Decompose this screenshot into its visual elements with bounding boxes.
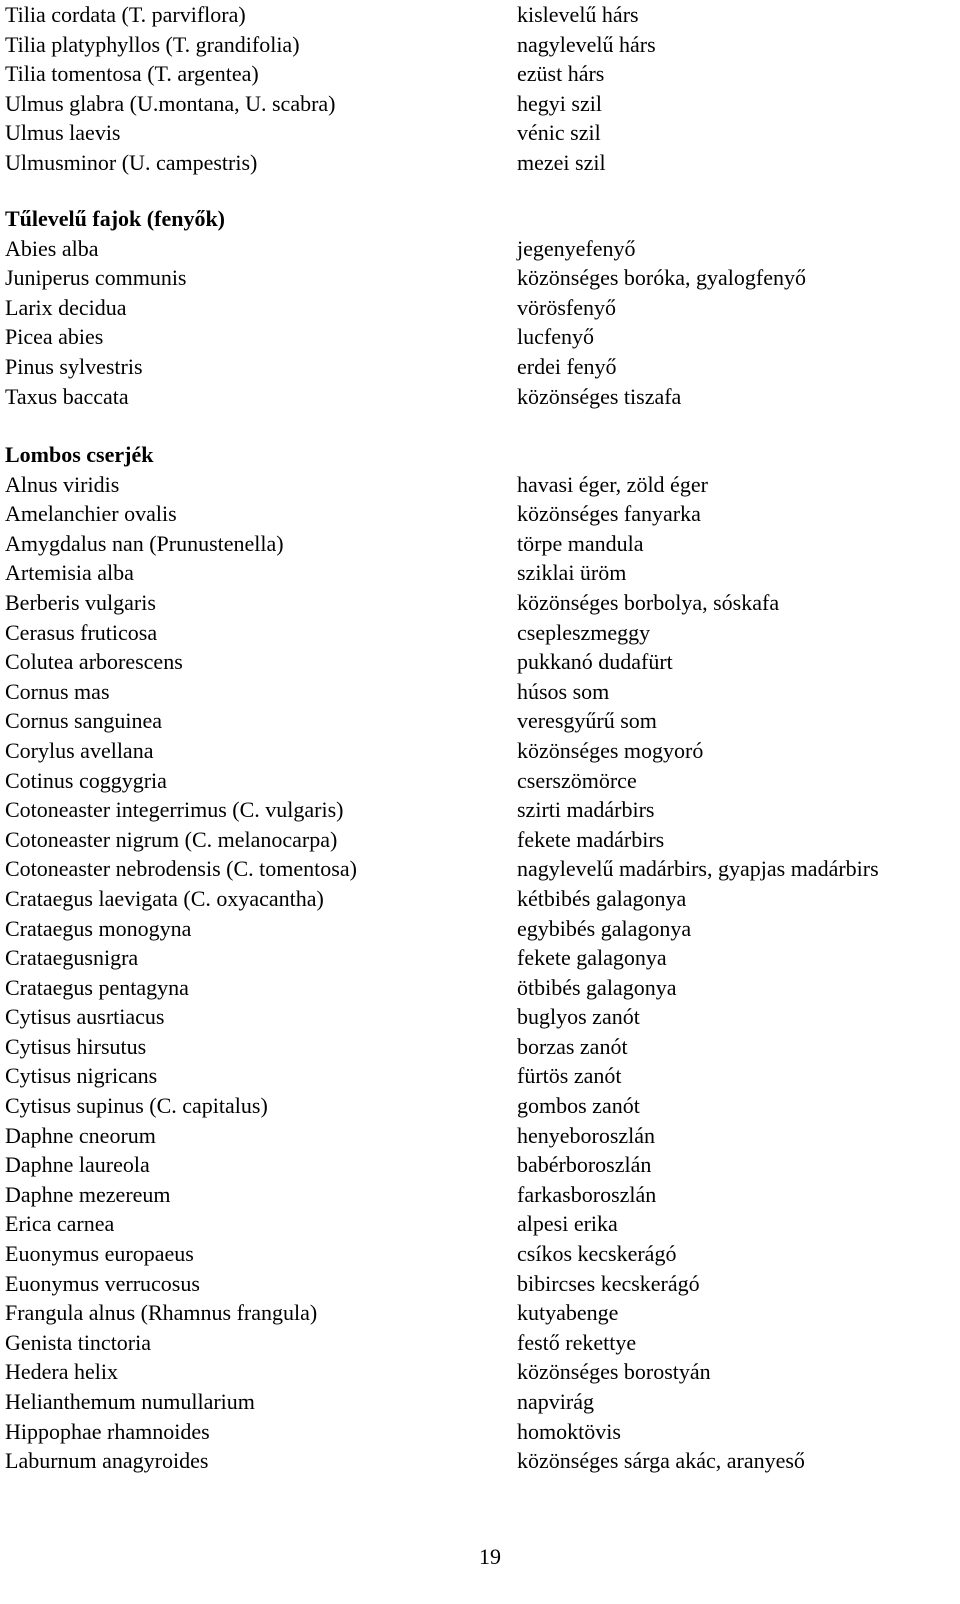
hungarian-name: farkasboroszlán [517,1181,657,1207]
hungarian-name: napvirág [517,1389,594,1414]
latin-name: Juniperus communis [5,265,187,291]
latin-name: Cotinus coggygria [5,767,167,793]
hungarian-name: mezei szil [517,149,606,175]
latin-name: Daphne cneorum [5,1122,156,1148]
hungarian-name: nagylevelű hárs [517,31,656,57]
latin-name: Cornus sanguinea [5,708,163,734]
hungarian-name: havasi éger, zöld éger [517,471,708,497]
species-row [0,499,960,529]
latin-name: Amygdalus nan (Prunustenella) [5,530,284,556]
latin-name: Tilia cordata (T. parviflora) [5,2,246,27]
hungarian-name: közönséges mogyoró [517,737,704,763]
species-section-deciduous-shrubs [0,440,960,1476]
latin-name: Pinus sylvestris [5,353,143,379]
species-row [0,1002,960,1032]
species-row [0,1209,960,1239]
hungarian-name: sziklai üröm [517,560,627,586]
species-row [0,1032,960,1062]
hungarian-name: kutyabenge [517,1300,619,1326]
hungarian-name: húsos som [517,678,610,704]
latin-name: Cotoneaster nigrum (C. melanocarpa) [5,826,338,852]
hungarian-name: fekete madárbirs [517,826,665,852]
species-row [0,1298,960,1328]
species-row [0,706,960,736]
page-number: 19 [479,1544,501,1569]
hungarian-name: henyeboroszlán [517,1122,656,1148]
hungarian-name: vénic szil [517,120,601,146]
species-row [0,558,960,588]
hungarian-name: közönséges borbolya, sóskafa [517,589,780,615]
latin-name: Hedera helix [5,1359,118,1385]
latin-name: Genista tinctoria [5,1329,152,1355]
species-row [0,588,960,618]
species-row [0,382,960,412]
latin-name: Artemisia alba [5,560,134,586]
latin-name: Alnus viridis [5,471,120,497]
hungarian-name: közönséges boróka, gyalogfenyő [517,265,806,291]
species-row [0,1091,960,1121]
latin-name: Crataegusnigra [5,945,139,971]
species-row [0,1269,960,1299]
hungarian-name: erdei fenyő [517,353,617,379]
hungarian-name: közönséges sárga akác, aranyeső [517,1448,805,1474]
species-row [0,322,960,352]
hungarian-name: veresgyűrű som [517,708,657,734]
species-row [0,470,960,500]
latin-name: Hippophae rhamnoides [5,1418,210,1444]
latin-name: Erica carnea [5,1211,115,1237]
latin-name: Cotoneaster nebrodensis (C. tomentosa) [5,856,357,882]
section-heading-text: Tűlevelű fajok (fenyők) [5,206,225,231]
species-row [0,795,960,825]
latin-name: Cerasus fruticosa [5,619,158,645]
hungarian-name: ezüst hárs [517,61,605,87]
species-row [0,1328,960,1358]
hungarian-name: közönséges fanyarka [517,501,701,527]
species-row [0,677,960,707]
latin-name: Laburnum anagyroides [5,1448,209,1474]
hungarian-name: lucfenyő [517,324,594,350]
latin-name: Taxus baccata [5,383,129,409]
species-row [0,89,960,119]
latin-name: Picea abies [5,324,104,350]
hungarian-name: hegyi szil [517,90,602,116]
hungarian-name: törpe mandula [517,530,644,556]
species-row [0,1150,960,1180]
hungarian-name: bibircses kecskerágó [517,1270,700,1296]
hungarian-name: közönséges tiszafa [517,383,682,409]
species-row [0,0,960,30]
latin-name: Tilia tomentosa (T. argentea) [5,61,259,87]
latin-name: Ulmus glabra (U.montana, U. scabra) [5,90,336,116]
hungarian-name: babérboroszlán [517,1152,652,1178]
hungarian-name: csíkos kecskerágó [517,1241,677,1267]
latin-name: Daphne laureola [5,1152,150,1178]
hungarian-name: borzas zanót [517,1033,628,1059]
hungarian-name: közönséges borostyán [517,1359,711,1385]
hungarian-name: fürtös zanót [517,1063,622,1089]
latin-name: Corylus avellana [5,737,154,763]
latin-name: Ulmus laevis [5,120,121,146]
hungarian-name: gombos zanót [517,1093,640,1119]
hungarian-name: vörösfenyő [517,294,616,320]
species-row [0,234,960,264]
hungarian-name: cserszömörce [517,767,637,793]
latin-name: Cytisus ausrtiacus [5,1004,165,1030]
species-section-deciduous-trees-continued [0,0,960,178]
species-row [0,1446,960,1476]
latin-name: Cytisus hirsutus [5,1033,147,1059]
section-heading [0,204,960,234]
hungarian-name: jegenyefenyő [517,235,636,261]
species-row [0,1121,960,1151]
species-row [0,854,960,884]
latin-name: Euonymus europaeus [5,1241,194,1267]
species-row [0,1180,960,1210]
species-row [0,736,960,766]
latin-name: Crataegus laevigata (C. oxyacantha) [5,885,324,911]
species-section-conifers [0,204,960,411]
hungarian-name: kétbibés galagonya [517,885,687,911]
section-heading-text: Lombos cserjék [5,442,154,467]
species-row [0,884,960,914]
species-row [0,973,960,1003]
latin-name: Euonymus verrucosus [5,1270,200,1296]
species-row [0,943,960,973]
latin-name: Cornus mas [5,678,110,704]
latin-name: Cotoneaster integerrimus (C. vulgaris) [5,797,344,823]
species-row [0,148,960,178]
species-row [0,1061,960,1091]
hungarian-name: homoktövis [517,1418,621,1444]
latin-name: Daphne mezereum [5,1181,171,1207]
latin-name: Larix decidua [5,294,127,320]
hungarian-name: ötbibés galagonya [517,974,677,1000]
latin-name: Amelanchier ovalis [5,501,177,527]
species-row [0,1417,960,1447]
species-row [0,647,960,677]
species-row [0,1357,960,1387]
section-heading [0,440,960,470]
latin-name: Abies alba [5,235,99,261]
latin-name: Crataegus monogyna [5,915,192,941]
hungarian-name: pukkanó dudafürt [517,649,673,675]
hungarian-name: csepleszmeggy [517,619,651,645]
species-row [0,914,960,944]
species-row [0,529,960,559]
species-row [0,30,960,60]
latin-name: Berberis vulgaris [5,589,156,615]
hungarian-name: nagylevelű madárbirs, gyapjas madárbirs [517,856,879,882]
latin-name: Cytisus supinus (C. capitalus) [5,1093,268,1119]
species-row [0,59,960,89]
species-row [0,618,960,648]
latin-name: Tilia platyphyllos (T. grandifolia) [5,31,300,57]
latin-name: Crataegus pentagyna [5,974,189,1000]
hungarian-name: festő rekettye [517,1329,637,1355]
hungarian-name: kislevelű hárs [517,2,639,27]
hungarian-name: fekete galagonya [517,945,667,971]
species-row [0,766,960,796]
hungarian-name: buglyos zanót [517,1004,640,1030]
latin-name: Ulmusminor (U. campestris) [5,149,258,175]
species-row [0,263,960,293]
species-row [0,1387,960,1417]
hungarian-name: alpesi erika [517,1211,618,1237]
hungarian-name: egybibés galagonya [517,915,692,941]
hungarian-name: szirti madárbirs [517,797,655,823]
species-row [0,352,960,382]
latin-name: Frangula alnus (Rhamnus frangula) [5,1300,318,1326]
latin-name: Helianthemum numullarium [5,1389,255,1414]
species-row [0,293,960,323]
latin-name: Colutea arborescens [5,649,183,675]
species-row [0,1239,960,1269]
species-row [0,118,960,148]
species-row [0,825,960,855]
latin-name: Cytisus nigricans [5,1063,158,1089]
